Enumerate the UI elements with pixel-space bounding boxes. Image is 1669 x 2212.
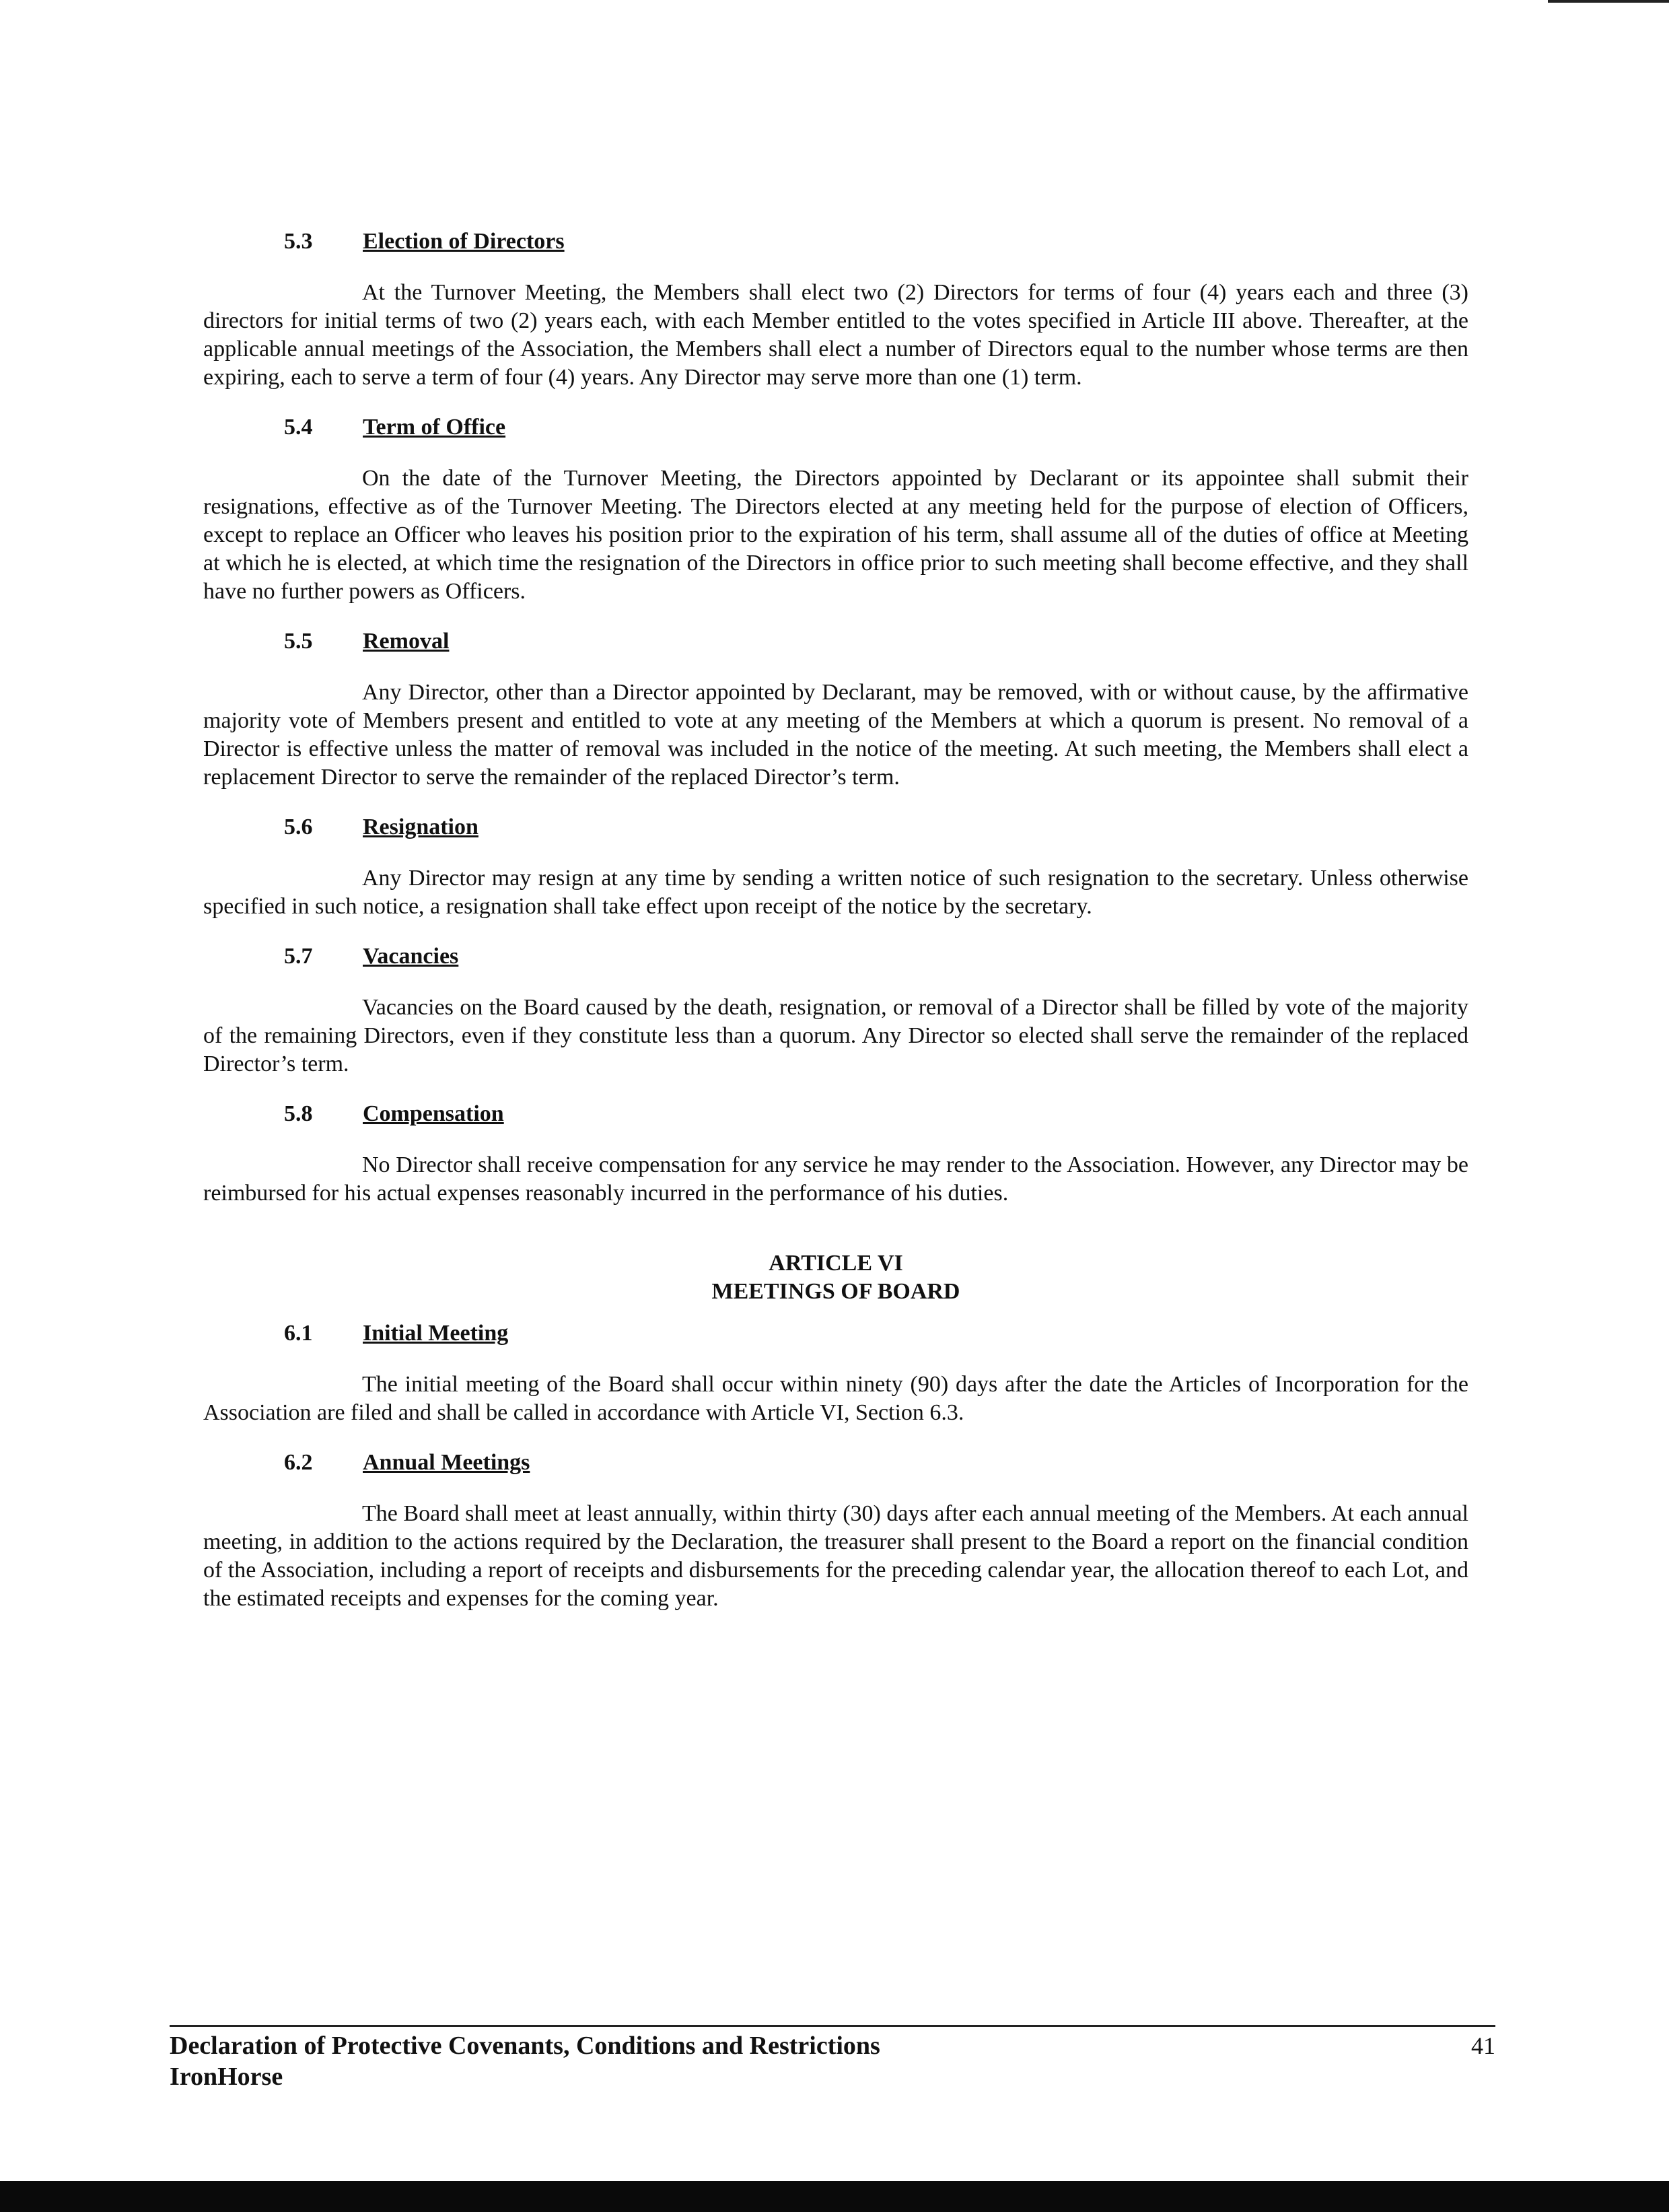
section-number: 5.5: [284, 629, 313, 654]
section-title: Initial Meeting: [363, 1321, 509, 1346]
footer-title: Declaration of Protective Covenants, Conditions and Restrictions: [170, 2032, 880, 2060]
section-heading: [284, 944, 1468, 979]
scan-border-bar: [0, 2181, 1669, 2212]
section-paragraph: Any Director may resign at any time by sending a written notice of such resignation to the secretary. Unless otherwise specified in such notice, a resignation shall take effect upon receipt of the notice by the secretary.: [203, 866, 1468, 919]
page-footer: [170, 2030, 1495, 2092]
section-number: 5.8: [284, 1101, 313, 1126]
section-5-7: [203, 944, 1468, 1078]
section-number: 5.7: [284, 944, 313, 969]
section-paragraph: At the Turnover Meeting, the Members shall elect two (2) Directors for terms of four (4) years each and three (3) directors for initial terms of two (2) years each, with each Member entitled to the votes specified in Article III above. Thereafter, at the applicable annual meetings of the Association, the Members shall elect a number of Directors equal to the number whose terms are then expiring, each to serve a term of four (4) years. Any Director may serve more than one (1) term.: [203, 280, 1468, 390]
section-heading: [284, 1321, 1468, 1356]
article-heading: [203, 1249, 1468, 1306]
section-title: Removal: [363, 629, 450, 654]
section-title: Vacancies: [363, 944, 459, 969]
section-6-1: [203, 1321, 1468, 1427]
section-5-6: [203, 815, 1468, 921]
section-number: 5.6: [284, 815, 313, 839]
section-paragraph: Any Director, other than a Director appointed by Declarant, may be removed, with or without cause, by the affirmative majority vote of Members present and entitled to vote at any meeting of the Members at which a quorum is present. No removal of a Director is effective unless the matter of removal was included in the notice of the meeting. At such meeting, the Members shall elect a replacement Director to serve the remainder of the replaced Director’s term.: [203, 680, 1468, 790]
article-title: MEETINGS OF BOARD: [711, 1279, 960, 1304]
section-heading: [284, 815, 1468, 850]
article-number: ARTICLE VI: [769, 1251, 903, 1276]
section-5-3: [203, 229, 1468, 392]
section-paragraph: The initial meeting of the Board shall occur within ninety (90) days after the date the Articles of Incorporation for the Association are filed and shall be called in accordance with Article VI, Section 6.3.: [203, 1372, 1468, 1425]
section-title: Election of Directors: [363, 229, 565, 254]
section-heading: [284, 629, 1468, 664]
scan-edge-mark: [1548, 0, 1669, 3]
section-5-5: [203, 629, 1468, 792]
section-heading: [284, 229, 1468, 264]
section-paragraph: Vacancies on the Board caused by the death, resignation, or removal of a Director shall be filled by vote of the majority of the remaining Directors, even if they constitute less than a quorum. Any Director so elected shall serve the remainder of the replaced Director’s term.: [203, 995, 1468, 1076]
section-number: 6.1: [284, 1321, 313, 1346]
document-body: [203, 229, 1468, 1636]
section-heading: [284, 1450, 1468, 1485]
section-heading: [284, 415, 1468, 450]
section-5-4: [203, 415, 1468, 606]
footer-divider: [170, 2025, 1495, 2027]
section-6-2: [203, 1450, 1468, 1613]
section-5-8: [203, 1101, 1468, 1208]
section-paragraph: The Board shall meet at least annually, within thirty (30) days after each annual meeting of the Members. At each annual meeting, in addition to the actions required by the Declaration, the treasurer shall present to the Board a report on the financial condition of the Association, including a report of receipts and disbursements for the preceding calendar year, the allocation thereof to each Lot, and the estimated receipts and expenses for the coming year.: [203, 1501, 1468, 1611]
section-title: Resignation: [363, 815, 478, 839]
section-number: 5.3: [284, 229, 313, 254]
section-title: Annual Meetings: [363, 1450, 530, 1475]
section-number: 6.2: [284, 1450, 313, 1475]
section-number: 5.4: [284, 415, 313, 440]
section-title: Term of Office: [363, 415, 506, 440]
page-number: 41: [1471, 2032, 1495, 2059]
footer-subtitle: IronHorse: [170, 2063, 283, 2091]
section-heading: [284, 1101, 1468, 1136]
section-title: Compensation: [363, 1101, 504, 1126]
section-paragraph: On the date of the Turnover Meeting, the Directors appointed by Declarant or its appointee shall submit their resignations, effective as of the Turnover Meeting. The Directors elected at any meeting held for the purpose of election of Officers, except to replace an Officer who leaves his position prior to the expiration of his term, shall assume all of the duties of office at Meeting at which he is elected, at which time the resignation of the Directors in office prior to such meeting shall become effective, and they shall have no further powers as Officers.: [203, 466, 1468, 604]
section-paragraph: No Director shall receive compensation for any service he may render to the Association. However, any Director may be reimbursed for his actual expenses reasonably incurred in the performance of his duties.: [203, 1152, 1468, 1206]
